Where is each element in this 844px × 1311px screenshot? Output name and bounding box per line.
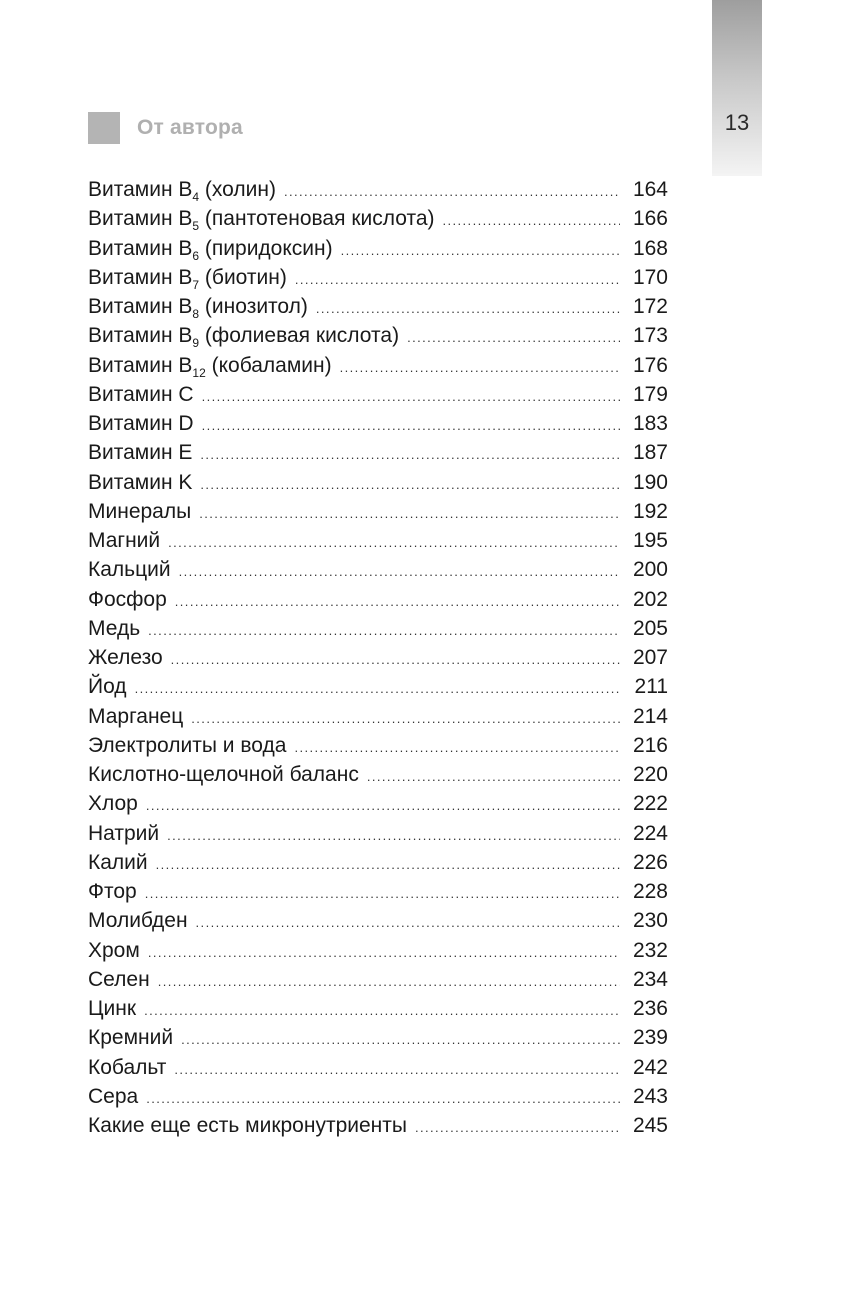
toc-entry-title-text: Витамин B xyxy=(88,178,193,201)
toc-entry-title xyxy=(88,204,435,233)
toc-entry-title-text: Кобальт xyxy=(88,1055,167,1079)
toc-entry-title-text: Витамин B xyxy=(88,324,193,348)
dot-leader xyxy=(179,557,620,586)
toc-entry[interactable] xyxy=(88,468,668,497)
dot-leader xyxy=(191,704,620,733)
dot-leader xyxy=(407,323,620,352)
dot-leader xyxy=(340,353,620,382)
toc-entry-page: 200 xyxy=(632,558,668,582)
toc-entry-title-text: Железо xyxy=(88,646,163,669)
toc-entry[interactable] xyxy=(88,497,668,526)
toc-entry-page: 211 xyxy=(634,675,668,699)
toc-entry-title xyxy=(88,234,333,263)
toc-entry-page: 168 xyxy=(632,236,668,260)
toc-entry-title-text: Сера xyxy=(88,1084,139,1108)
dot-leader xyxy=(367,762,620,791)
toc-entry[interactable] xyxy=(88,555,668,584)
toc-entry-title xyxy=(88,292,308,321)
toc-entry-title-text: Хром xyxy=(88,938,140,962)
toc-entry-title-text: Селен xyxy=(88,967,150,991)
toc-entry-title-text: Фтор xyxy=(88,880,137,903)
toc-entry-title xyxy=(88,351,332,380)
dot-leader xyxy=(316,294,620,323)
dot-leader xyxy=(200,440,620,469)
toc-entry[interactable] xyxy=(88,321,668,350)
page-number: 13 xyxy=(724,110,750,135)
dot-leader xyxy=(175,587,620,616)
toc-entry-title xyxy=(88,731,286,760)
toc-entry-page: 172 xyxy=(632,295,668,318)
toc-entry-page: 222 xyxy=(632,792,668,816)
toc-entry[interactable] xyxy=(88,819,668,848)
toc-entry-title-text: Какие еще есть микронутриенты xyxy=(88,1114,407,1137)
toc-entry-title-text: Хлор xyxy=(88,792,138,816)
toc-entry-title xyxy=(88,555,171,584)
dot-leader xyxy=(146,791,620,820)
toc-entry[interactable] xyxy=(88,526,668,555)
toc-entry-title-text: Фосфор xyxy=(88,587,167,611)
dot-leader xyxy=(196,908,620,937)
toc-entry-title xyxy=(88,906,188,935)
toc-entry[interactable] xyxy=(88,731,668,760)
toc-entry-page: 236 xyxy=(632,997,668,1020)
toc-entry-title-text: Минералы xyxy=(88,499,192,523)
dot-leader xyxy=(158,967,620,996)
toc-entry-page: 170 xyxy=(632,265,668,289)
toc-entry[interactable] xyxy=(88,643,668,672)
toc-entry-title-suffix: (кобаламин) xyxy=(205,353,332,377)
toc-entry-page: 166 xyxy=(632,207,668,231)
toc-entry-page: 239 xyxy=(632,1026,668,1050)
toc-entry[interactable] xyxy=(88,994,668,1023)
toc-entry-title-text: Витамин B xyxy=(88,207,193,231)
toc-entry-title-text: Магний xyxy=(88,529,161,552)
toc-entry-title xyxy=(88,1053,166,1082)
toc-entry-title xyxy=(88,672,127,701)
toc-entry-subscript: 9 xyxy=(192,336,200,351)
toc-entry[interactable] xyxy=(88,351,668,380)
toc-entry[interactable] xyxy=(88,936,668,965)
toc-entry[interactable] xyxy=(88,1053,668,1082)
dot-leader xyxy=(168,528,620,557)
toc-entry-page: 205 xyxy=(632,616,668,640)
toc-entry-title-suffix: (холин) xyxy=(199,178,276,201)
toc-entry[interactable] xyxy=(88,292,668,321)
dot-leader xyxy=(284,177,620,206)
dot-leader xyxy=(443,206,621,235)
toc-entry-page: 195 xyxy=(632,529,668,552)
toc-entry[interactable] xyxy=(88,380,668,409)
page-edge-tab xyxy=(712,0,762,176)
dot-leader xyxy=(167,821,620,850)
toc-entry-title-suffix: (инозитол) xyxy=(199,295,308,318)
toc-entry[interactable] xyxy=(88,965,668,994)
toc-entry-page: 202 xyxy=(632,587,668,611)
dot-leader xyxy=(295,265,620,294)
toc-entry-page: 224 xyxy=(632,821,668,845)
dot-leader xyxy=(200,470,620,499)
toc-entry-title xyxy=(88,438,192,467)
toc-entry[interactable] xyxy=(88,1111,668,1140)
toc-entry-subscript: 12 xyxy=(192,365,206,380)
toc-entry-title-text: Калий xyxy=(88,850,148,874)
toc-entry-title-text: Молибден xyxy=(88,909,188,933)
toc-entry-page: 173 xyxy=(632,324,668,348)
toc-entry[interactable] xyxy=(88,672,668,701)
toc-entry-title-suffix: (пиридоксин) xyxy=(199,236,333,260)
dot-leader xyxy=(171,645,620,674)
toc-entry-title xyxy=(88,936,140,965)
toc-entry-title xyxy=(88,614,140,643)
dot-leader xyxy=(145,879,620,908)
toc-entry[interactable] xyxy=(88,906,668,935)
toc-entry-title-text: Витамин E xyxy=(88,441,193,465)
table-of-contents xyxy=(88,175,668,1140)
toc-entry-title-text: Цинк xyxy=(88,997,137,1020)
toc-entry-title-text: Йод xyxy=(88,675,127,699)
toc-entry-title xyxy=(88,877,137,906)
toc-entry-subscript: 8 xyxy=(192,307,200,321)
toc-entry-title xyxy=(88,819,159,848)
toc-entry-page: 176 xyxy=(632,353,668,377)
toc-entry-title-text: Электролиты и вода xyxy=(88,733,287,757)
toc-entry-title xyxy=(88,263,287,292)
toc-entry-page: 190 xyxy=(632,470,668,494)
section-marker-icon xyxy=(88,112,120,144)
toc-entry-title-suffix: (биотин) xyxy=(199,265,287,289)
toc-entry[interactable] xyxy=(88,263,668,292)
toc-entry[interactable] xyxy=(88,204,668,233)
toc-entry[interactable] xyxy=(88,409,668,438)
toc-entry[interactable] xyxy=(88,789,668,818)
toc-entry-page: 179 xyxy=(632,382,668,406)
toc-entry-subscript: 6 xyxy=(192,248,200,263)
toc-entry[interactable] xyxy=(88,1082,668,1111)
toc-entry-title xyxy=(88,409,194,438)
toc-entry-page: 214 xyxy=(632,704,668,728)
toc-entry-title-text: Витамин B xyxy=(88,295,193,318)
toc-entry-subscript: 7 xyxy=(192,277,200,292)
dot-leader xyxy=(202,382,620,411)
dot-leader xyxy=(146,1084,620,1113)
toc-entry-page: 226 xyxy=(632,850,668,874)
toc-entry[interactable] xyxy=(88,175,668,204)
toc-entry-page: 183 xyxy=(632,412,668,435)
toc-entry-title-text: Кремний xyxy=(88,1026,174,1050)
toc-entry[interactable] xyxy=(88,702,668,731)
toc-entry-page: 232 xyxy=(632,938,668,962)
toc-entry-title-text: Витамин C xyxy=(88,382,194,406)
toc-entry-title-text: Кислотно-щелочной баланс xyxy=(88,763,359,786)
toc-entry-title xyxy=(88,643,163,672)
toc-entry[interactable] xyxy=(88,614,668,643)
toc-entry-title-text: Медь xyxy=(88,616,141,640)
toc-entry-title xyxy=(88,468,192,497)
toc-entry[interactable] xyxy=(88,877,668,906)
dot-leader xyxy=(135,674,620,703)
toc-entry-title-text: Натрий xyxy=(88,821,160,845)
toc-entry-page: 243 xyxy=(632,1084,668,1108)
toc-entry-title-suffix: (пантотеновая кислота) xyxy=(199,207,435,231)
toc-entry[interactable] xyxy=(88,760,668,789)
toc-entry-title xyxy=(88,1082,138,1111)
toc-entry-title xyxy=(88,1111,407,1140)
dot-leader xyxy=(148,938,620,967)
dot-leader xyxy=(174,1055,620,1084)
toc-entry-subscript: 5 xyxy=(192,219,200,234)
dot-leader xyxy=(181,1025,620,1054)
toc-entry-page: 245 xyxy=(632,1114,668,1137)
dot-leader xyxy=(294,733,620,762)
toc-entry-page: 207 xyxy=(632,646,668,669)
toc-entry[interactable] xyxy=(88,234,668,263)
toc-entry-title-suffix: (фолиевая кислота) xyxy=(199,324,400,348)
toc-entry-page: 230 xyxy=(632,909,668,933)
dot-leader xyxy=(156,850,620,879)
toc-entry-title-text: Кальций xyxy=(88,558,171,582)
dot-leader xyxy=(202,411,620,440)
toc-entry-title xyxy=(88,848,148,877)
toc-entry-title xyxy=(88,175,276,204)
toc-entry-title-text: Витамин B xyxy=(88,265,193,289)
toc-entry-title xyxy=(88,789,138,818)
toc-entry-page: 228 xyxy=(632,880,668,903)
toc-entry-title xyxy=(88,994,136,1023)
toc-entry-subscript: 4 xyxy=(192,190,200,204)
toc-entry-page: 187 xyxy=(632,441,668,465)
toc-entry-title xyxy=(88,965,150,994)
toc-entry-title-text: Витамин D xyxy=(88,412,194,435)
toc-entry-page: 220 xyxy=(632,763,668,786)
toc-entry[interactable] xyxy=(88,848,668,877)
toc-entry-title xyxy=(88,321,399,350)
toc-entry-title xyxy=(88,702,183,731)
toc-entry-page: 242 xyxy=(632,1055,668,1079)
toc-entry[interactable] xyxy=(88,438,668,467)
toc-entry-title xyxy=(88,1023,173,1052)
dot-leader xyxy=(415,1113,620,1142)
toc-entry[interactable] xyxy=(88,585,668,614)
dot-leader xyxy=(341,236,620,265)
toc-entry-page: 164 xyxy=(632,178,668,201)
toc-entry-title xyxy=(88,585,167,614)
toc-entry-title-text: Марганец xyxy=(88,704,184,728)
dot-leader xyxy=(144,996,620,1025)
toc-entry-title-text: Витамин B xyxy=(88,236,193,260)
section-title: От автора xyxy=(137,116,243,139)
toc-entry-title-text: Витамин K xyxy=(88,470,193,494)
toc-entry-page: 234 xyxy=(632,967,668,991)
dot-leader xyxy=(148,616,620,645)
dot-leader xyxy=(199,499,620,528)
toc-entry-title-text: Витамин B xyxy=(88,353,193,377)
toc-entry-title xyxy=(88,526,160,555)
toc-entry-page: 216 xyxy=(632,733,668,757)
toc-entry-page: 192 xyxy=(632,499,668,523)
toc-entry-title xyxy=(88,497,191,526)
toc-entry[interactable] xyxy=(88,1023,668,1052)
toc-entry-title xyxy=(88,380,194,409)
toc-entry-title xyxy=(88,760,359,789)
